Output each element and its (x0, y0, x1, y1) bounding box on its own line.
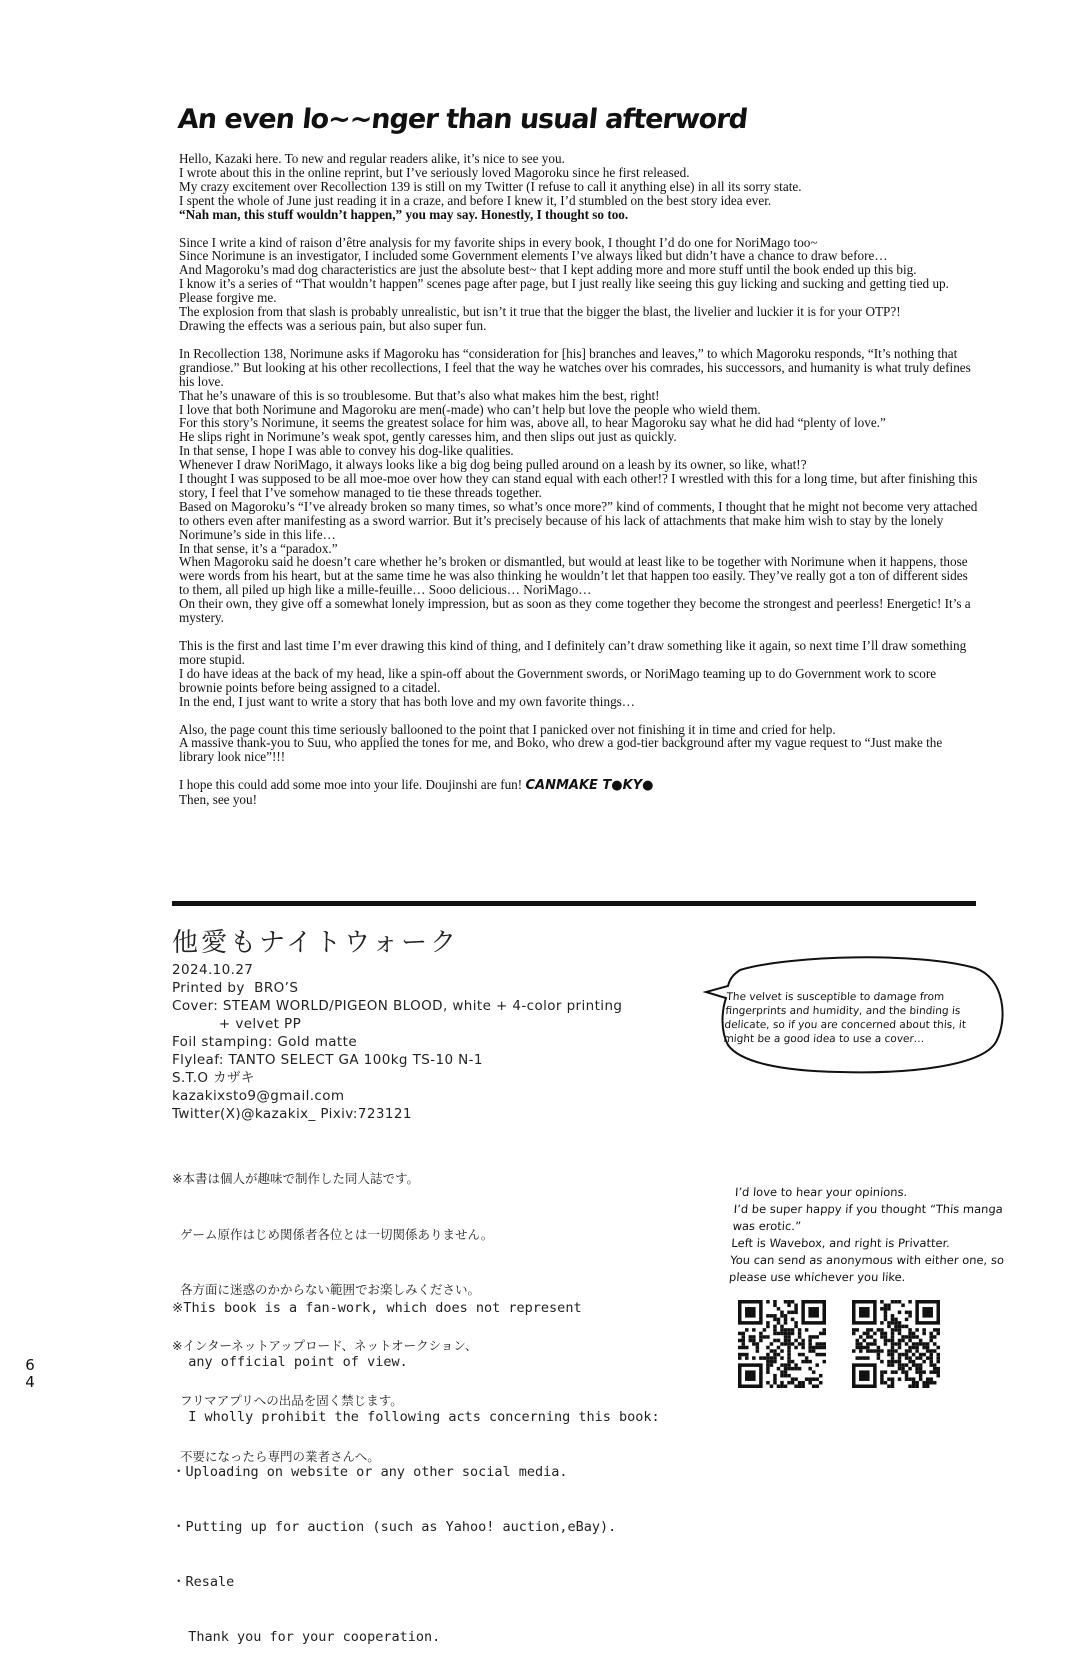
text-line: I know it’s a series of “That wouldn’t happen” scenes page after page, but I just really like seeing this guy licking and sucking and getting tied up. Please forgive me. (179, 276, 949, 306)
text-line: I thought I was supposed to be all moe-moe over how they can stand equal with each other!? I wrestled with this for a long time, but after finishing this story, I feel that I’ve somehow managed to tie these threads together. (179, 471, 978, 500)
bold-line: “Nah man, this stuff wouldn’t happen,” you may say. Honestly, I thought so too. (179, 206, 629, 222)
text-line: I wrote about this in the online reprint, but I’ve seriously loved Magoroku since he first released. (179, 164, 690, 180)
text-line: When Magoroku said he doesn’t care whether he’s broken or dismantled, but would at least like to be together with Norimune when it happens, those were words from his heart, but at the same time he was also thinking he wouldn’t let that happen too easily. They’ve really got a ton of different sides to them, all piled up high like a mille-feuille… Sooo delicious… NoriMago… (179, 554, 968, 598)
afterword-paragraph-4 (179, 639, 979, 709)
afterword-closing (179, 778, 979, 807)
text-line: In that sense, I hope I was able to convey his dog-like qualities. (179, 443, 514, 459)
afterword-paragraph-5 (179, 723, 979, 765)
colophon-circle: S.T.O カザキ (172, 1070, 255, 1086)
wavebox-qr-code[interactable] (738, 1300, 826, 1388)
signoff-line: Then, see you! (179, 792, 257, 808)
notice-line: ゲーム原作はじめ関係者各位とは一切関係ありません。 (172, 1226, 494, 1242)
opinions-note (728, 1184, 1015, 1286)
notice-line: Thank you for your cooperation. (172, 1628, 441, 1645)
colophon-cover: Cover: STEAM WORLD/PIGEON BLOOD, white + 4-color printing (172, 998, 623, 1014)
afterword-paragraph-1 (179, 152, 979, 222)
afterword-paragraph-3 (179, 347, 979, 625)
notice-line: ・Resale (172, 1574, 235, 1591)
colophon (172, 922, 692, 1123)
text-line: Whenever I draw NoriMago, it always looks like a big dog being pulled around on a leash by its owner, so like, what!? (179, 457, 807, 473)
notice-line: ※インターネットアップロード、ネットオークション、 (172, 1337, 478, 1353)
text-line: I love that both Norimune and Magoroku are men(-made) who can’t help but love the people who wield them. (179, 401, 761, 417)
text-line: Also, the page count this time seriously ballooned to the point that I panicked over not finishing it in time and cried for help. (179, 721, 836, 737)
notice-line: 不要になったら専門の業者さんへ。 (172, 1448, 380, 1464)
divider-rule (172, 901, 976, 906)
text-line: The explosion from that slash is probably unrealistic, but isn’t it true that the bigger the blast, the livelier and luckier it is for your OTP?! (179, 304, 901, 320)
colophon-flyleaf: Flyleaf: TANTO SELECT GA 100kg TS-10 N-1 (172, 1052, 483, 1068)
notice-line: 各方面に迷惑のかからない範囲でお楽しみください。 (172, 1282, 480, 1297)
text-line: Hello, Kazaki here. To new and regular readers alike, it’s nice to see you. (179, 151, 565, 166)
notice-line: ・Putting up for auction (such as Yahoo! auction,eBay). (172, 1519, 617, 1536)
colophon-date: 2024.10.27 (172, 962, 254, 978)
colophon-printer: Printed by BRO’S (172, 980, 299, 996)
text-line: I do have ideas at the back of my head, like a spin-off about the Government swords, or NoriMago teaming up to do Government work to score brownie points before being assigned to a citadel. (179, 665, 937, 695)
colophon-cover-cont: + velvet PP (172, 1016, 302, 1032)
notice-line: ・Uploading on website or any other social media. (172, 1464, 568, 1481)
notice-line: I wholly prohibit the following acts concerning this book: (172, 1409, 660, 1426)
text-line: Since Norimune is an investigator, I included some Government elements I’ve always liked but didn’t have a chance to draw before… (179, 248, 888, 264)
page-number: 6 4 (25, 1356, 35, 1391)
notice-line: any official point of view. (172, 1354, 408, 1371)
closing-line: I hope this could add some moe into your life. Doujinshi are fun! CANMAKE T●KY● (179, 777, 654, 794)
text-line: Since I write a kind of raison d’être analysis for my favorite ships in every book, I thought I’d do one for NoriMago too~ (179, 234, 818, 250)
text-line: In that sense, it’s a “paradox.” (179, 540, 338, 556)
notice-line: ※This book is a fan-work, which does not represent (172, 1299, 582, 1316)
canmake-tokyo-logo: CANMAKE T●KY● (525, 778, 654, 794)
afterword-body (179, 152, 979, 807)
afterword-paragraph-2 (179, 236, 979, 333)
note-line: I’d be super happy if you thought “This manga was erotic.” (732, 1202, 1004, 1233)
english-notice (172, 1262, 692, 1665)
text-line: That he’s unaware of this is so troublesome. But that’s also what makes him the best, right! (179, 387, 660, 403)
text-line: This is the first and last time I’m ever drawing this kind of thing, and I definitely can’t draw something like it again, so next time I’ll draw something more stupid. (179, 638, 967, 667)
text-line: I spent the whole of June just reading it in a craze, and before I knew it, I’d stumbled on the best story idea ever. (179, 192, 772, 208)
notice-line: ※本書は個人が趣味で制作した同人誌です。 (172, 1171, 419, 1186)
text-line: In Recollection 138, Norimune asks if Magoroku has “consideration for [his] branches and leaves,” to which Magoroku responds, “It’s nothing that grandiose.” But looking at his other recollections, I feel that the way he watches over his comrades, his successors, and humanity is what truly defines his love. (179, 345, 971, 389)
afterword-title: An even lo~~nger than usual afterword (176, 104, 749, 135)
colophon-socials: Twitter(X)@kazakix_ Pixiv:723121 (172, 1106, 412, 1122)
text-line: And Magoroku’s mad dog characteristics are just the absolute best~ that I kept adding more and more stuff until the book ended up this big. (179, 262, 917, 278)
text-line: A massive thank-you to Suu, who applied the tones for me, and Boko, who drew a god-tier background after my vague request to “Just make the library look nice”!!! (179, 735, 943, 765)
text-line: Based on Magoroku’s “I’ve already broken so many times, so what’s once more?” kind of comments, I thought that he might not become very attached to others even after manifesting as a sword warrior. But it’s precisely because of his lack of attachments that make him wish to stay by the lonely Norimune’s side in this life… (179, 498, 978, 542)
text-line: For this story’s Norimune, it seems the greatest solace for him was, above all, to hear Magoroku say what he did had “plenty of love.” (179, 415, 886, 431)
bubble-note: The velvet is susceptible to damage from fingerprints and humidity, and the binding is delicate, so if you are concerned about this, it might be a good idea to use a cover… (723, 991, 967, 1045)
book-title: 他愛もナイトウォーク (172, 928, 460, 958)
privatter-qr-code[interactable] (852, 1300, 940, 1388)
text-line: Drawing the effects was a serious pain, but also super fun. (179, 317, 487, 333)
text-line: On their own, they give off a somewhat lonely impression, but as soon as they come together they become the strongest and peerless! Energetic! It’s a mystery. (179, 596, 971, 626)
note-line: Left is Wavebox, and right is Privatter. (730, 1236, 951, 1250)
text-line: My crazy excitement over Recollection 139 is still on my Twitter (I refuse to call it anything else) in all its sorry state. (179, 178, 802, 194)
colophon-email: kazakixsto9@gmail.com (172, 1088, 345, 1104)
note-line: I’d love to hear your opinions. (734, 1185, 908, 1199)
text-line: He slips right in Norimune’s weak spot, gently caresses him, and then slips out just as quickly. (179, 429, 677, 445)
text-line: In the end, I just want to write a story that has both love and my own favorite things… (179, 693, 635, 709)
notice-line: フリマアプリへの出品を固く禁じます。 (172, 1393, 403, 1408)
colophon-foil: Foil stamping: Gold matte (172, 1034, 358, 1050)
note-line: You can send as anonymous with either one, so please use whichever you like. (728, 1253, 1005, 1284)
